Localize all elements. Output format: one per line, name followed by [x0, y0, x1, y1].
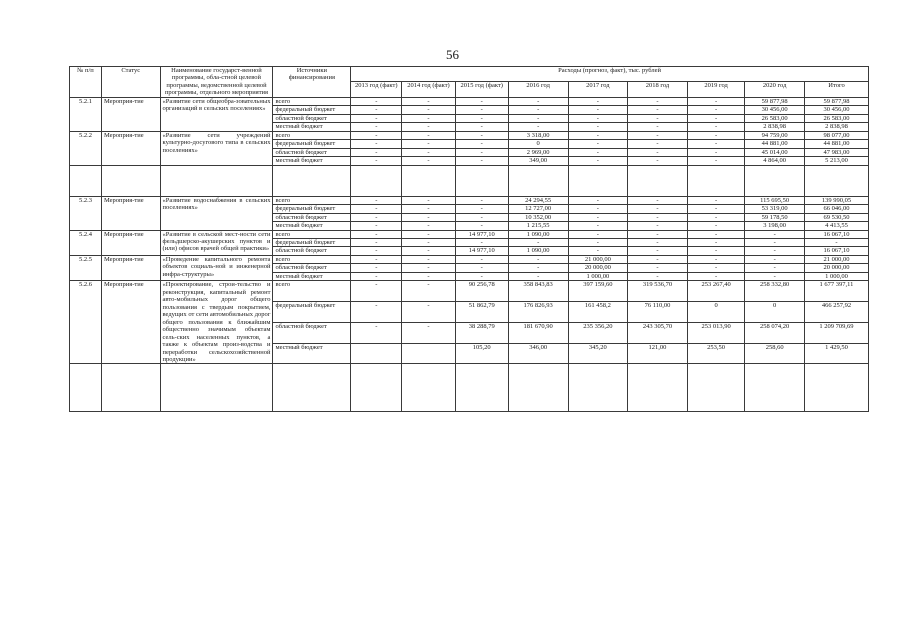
- value-cell: 349,00: [508, 157, 568, 165]
- value-cell: [402, 343, 455, 364]
- value-cell: 90 256,78: [455, 281, 508, 302]
- value-cell: -: [628, 97, 688, 105]
- tail-cell: [351, 364, 402, 412]
- value-cell: 258,60: [745, 343, 805, 364]
- value-cell: 44 881,00: [745, 140, 805, 148]
- spacer-cell: [628, 165, 688, 196]
- value-cell: 0: [687, 302, 745, 323]
- value-cell: -: [351, 281, 402, 302]
- value-cell: 1 209 709,69: [804, 322, 868, 343]
- value-cell: 1 000,00: [568, 272, 628, 280]
- source-label: местный бюджет: [273, 222, 351, 230]
- value-cell: -: [402, 196, 455, 204]
- value-cell: [351, 343, 402, 364]
- value-cell: 76 110,00: [628, 302, 688, 323]
- spacer-row: [70, 165, 869, 196]
- source-label: областной бюджет: [273, 247, 351, 255]
- value-cell: -: [351, 255, 402, 263]
- value-cell: -: [402, 205, 455, 213]
- value-cell: -: [687, 238, 745, 246]
- value-cell: -: [508, 255, 568, 263]
- value-cell: 94 759,00: [745, 131, 805, 139]
- source-label: федеральный бюджет: [273, 302, 351, 323]
- value-cell: 16 067,10: [804, 230, 868, 238]
- value-cell: 53 319,00: [745, 205, 805, 213]
- source-label: всего: [273, 230, 351, 238]
- value-cell: -: [351, 114, 402, 122]
- spacer-cell: [568, 165, 628, 196]
- header-expenses: Расходы (прогноз, факт), тыс. рублей: [351, 67, 869, 82]
- value-cell: 26 583,00: [745, 114, 805, 122]
- source-label: федеральный бюджет: [273, 238, 351, 246]
- value-cell: 10 352,00: [508, 213, 568, 221]
- value-cell: -: [687, 123, 745, 131]
- value-cell: -: [508, 123, 568, 131]
- value-cell: 319 536,70: [628, 281, 688, 302]
- tail-cell: [628, 364, 688, 412]
- source-label: местный бюджет: [273, 157, 351, 165]
- value-cell: -: [687, 106, 745, 114]
- value-cell: 47 983,00: [804, 148, 868, 156]
- value-cell: -: [508, 264, 568, 272]
- year-header-5: 2018 год: [628, 82, 688, 97]
- value-cell: -: [568, 247, 628, 255]
- source-label: областной бюджет: [273, 114, 351, 122]
- value-cell: 1 215,55: [508, 222, 568, 230]
- value-cell: -: [687, 272, 745, 280]
- value-cell: -: [628, 106, 688, 114]
- value-cell: 14 977,10: [455, 247, 508, 255]
- value-cell: -: [455, 213, 508, 221]
- value-cell: -: [745, 272, 805, 280]
- value-cell: -: [455, 123, 508, 131]
- value-cell: -: [508, 238, 568, 246]
- row-number: 5.2.5: [70, 255, 102, 280]
- value-cell: -: [351, 247, 402, 255]
- value-cell: -: [687, 157, 745, 165]
- value-cell: 14 977,10: [455, 230, 508, 238]
- year-header-4: 2017 год: [568, 82, 628, 97]
- value-cell: -: [568, 230, 628, 238]
- value-cell: -: [628, 222, 688, 230]
- row-status: Мероприя-тие: [101, 97, 160, 131]
- value-cell: -: [402, 213, 455, 221]
- value-cell: -: [687, 230, 745, 238]
- value-cell: -: [402, 140, 455, 148]
- source-label: местный бюджет: [273, 123, 351, 131]
- value-cell: -: [351, 222, 402, 230]
- source-label: всего: [273, 196, 351, 204]
- tail-cell: [273, 364, 351, 412]
- value-cell: -: [687, 131, 745, 139]
- year-header-2: 2015 год (факт): [455, 82, 508, 97]
- value-cell: -: [568, 205, 628, 213]
- value-cell: -: [745, 255, 805, 263]
- spacer-cell: [101, 165, 160, 196]
- value-cell: -: [745, 230, 805, 238]
- row-name: «Развитие водоснабжения в сельских поселениях»: [160, 196, 273, 230]
- source-label: областной бюджет: [273, 213, 351, 221]
- value-cell: -: [568, 123, 628, 131]
- value-cell: -: [455, 264, 508, 272]
- value-cell: -: [351, 106, 402, 114]
- value-cell: -: [402, 281, 455, 302]
- value-cell: -: [508, 97, 568, 105]
- value-cell: -: [628, 230, 688, 238]
- value-cell: 4 413,55: [804, 222, 868, 230]
- table-row: [70, 281, 869, 302]
- value-cell: 243 305,70: [628, 322, 688, 343]
- value-cell: -: [455, 97, 508, 105]
- tail-cell: [160, 364, 273, 412]
- value-cell: -: [508, 106, 568, 114]
- value-cell: 4 864,00: [745, 157, 805, 165]
- tail-cell: [568, 364, 628, 412]
- value-cell: -: [455, 114, 508, 122]
- row-name: «Развитие сети учреждений культурно-досугового типа в сельских поселениях»: [160, 131, 273, 165]
- value-cell: 2 838,98: [804, 123, 868, 131]
- value-cell: 258 332,80: [745, 281, 805, 302]
- value-cell: -: [568, 238, 628, 246]
- value-cell: 24 294,55: [508, 196, 568, 204]
- value-cell: 258 074,20: [745, 322, 805, 343]
- tail-row: [70, 364, 869, 412]
- value-cell: -: [455, 255, 508, 263]
- value-cell: -: [351, 205, 402, 213]
- spacer-cell: [70, 165, 102, 196]
- tail-cell: [70, 364, 102, 412]
- value-cell: -: [351, 131, 402, 139]
- value-cell: -: [455, 148, 508, 156]
- spacer-cell: [402, 165, 455, 196]
- value-cell: 51 862,79: [455, 302, 508, 323]
- value-cell: -: [687, 255, 745, 263]
- value-cell: -: [402, 114, 455, 122]
- value-cell: -: [568, 140, 628, 148]
- value-cell: 1 429,50: [804, 343, 868, 364]
- value-cell: -: [402, 322, 455, 343]
- value-cell: 16 067,10: [804, 247, 868, 255]
- value-cell: -: [402, 264, 455, 272]
- value-cell: -: [628, 238, 688, 246]
- header-name: Наименование государст-венной программы, обла-стной целевой программы, ведомственной целевой программы, отдельного мероприятия: [160, 67, 273, 98]
- value-cell: 69 530,50: [804, 213, 868, 221]
- value-cell: -: [628, 213, 688, 221]
- value-cell: 235 356,20: [568, 322, 628, 343]
- source-label: всего: [273, 131, 351, 139]
- value-cell: -: [687, 148, 745, 156]
- spacer-cell: [351, 165, 402, 196]
- value-cell: -: [628, 247, 688, 255]
- row-name: «Развитие сети общеобра-зовательных организаций в сельских поселениях»: [160, 97, 273, 131]
- value-cell: -: [568, 97, 628, 105]
- page-number: 56: [446, 47, 459, 62]
- row-name: «Проведение капитального ремонта объектов социаль-ной и инженерной инфра-структуры»: [160, 255, 273, 280]
- value-cell: 45 014,00: [745, 148, 805, 156]
- value-cell: 139 990,05: [804, 196, 868, 204]
- value-cell: 0: [745, 302, 805, 323]
- value-cell: -: [628, 272, 688, 280]
- value-cell: -: [508, 272, 568, 280]
- tail-cell: [687, 364, 745, 412]
- value-cell: -: [687, 264, 745, 272]
- value-cell: -: [351, 148, 402, 156]
- value-cell: -: [804, 238, 868, 246]
- value-cell: 397 159,60: [568, 281, 628, 302]
- spacer-cell: [455, 165, 508, 196]
- value-cell: -: [628, 157, 688, 165]
- value-cell: 115 695,50: [745, 196, 805, 204]
- value-cell: 5 213,00: [804, 157, 868, 165]
- value-cell: -: [687, 114, 745, 122]
- source-label: всего: [273, 255, 351, 263]
- value-cell: -: [568, 213, 628, 221]
- value-cell: 161 458,2: [568, 302, 628, 323]
- value-cell: -: [351, 322, 402, 343]
- value-cell: -: [402, 302, 455, 323]
- spacer-cell: [508, 165, 568, 196]
- value-cell: 59 178,50: [745, 213, 805, 221]
- value-cell: -: [745, 264, 805, 272]
- value-cell: -: [687, 213, 745, 221]
- value-cell: 2 969,00: [508, 148, 568, 156]
- year-header-1: 2014 год (факт): [402, 82, 455, 97]
- value-cell: 20 000,00: [568, 264, 628, 272]
- value-cell: -: [402, 97, 455, 105]
- row-number: 5.2.3: [70, 196, 102, 230]
- source-label: федеральный бюджет: [273, 140, 351, 148]
- value-cell: 1 090,00: [508, 230, 568, 238]
- row-number: 5.2.4: [70, 230, 102, 255]
- value-cell: -: [351, 196, 402, 204]
- value-cell: -: [687, 140, 745, 148]
- value-cell: -: [402, 123, 455, 131]
- tail-cell: [455, 364, 508, 412]
- value-cell: -: [687, 196, 745, 204]
- value-cell: 59 877,98: [745, 97, 805, 105]
- value-cell: -: [455, 272, 508, 280]
- value-cell: 253 267,40: [687, 281, 745, 302]
- value-cell: 3 198,00: [745, 222, 805, 230]
- tail-cell: [804, 364, 868, 412]
- year-header-0: 2013 год (факт): [351, 82, 402, 97]
- year-header-8: Итого: [804, 82, 868, 97]
- value-cell: -: [628, 255, 688, 263]
- value-cell: -: [351, 140, 402, 148]
- row-status: Мероприя-тие: [101, 230, 160, 255]
- value-cell: -: [687, 97, 745, 105]
- value-cell: 253 013,90: [687, 322, 745, 343]
- value-cell: 121,00: [628, 343, 688, 364]
- row-status: Мероприя-тие: [101, 281, 160, 364]
- row-name: «Проектирование, строи-тельство и реконструкция, капитальный ремонт авто-мобильных дорог общего пользования с твердым покрытием, ведущих от сети автомобильных дорог общего пользования к ближайшим общественно значимым объектам сель-ских населенных пунктов, а также к объектам произ-водства и переработки сельскохозяйственной продукции»: [160, 281, 273, 364]
- value-cell: -: [402, 255, 455, 263]
- value-cell: -: [687, 247, 745, 255]
- value-cell: -: [402, 148, 455, 156]
- value-cell: -: [628, 114, 688, 122]
- tail-cell: [101, 364, 160, 412]
- value-cell: 98 077,00: [804, 131, 868, 139]
- value-cell: -: [628, 205, 688, 213]
- row-status: Мероприя-тие: [101, 196, 160, 230]
- header-row: [70, 67, 869, 82]
- value-cell: -: [402, 238, 455, 246]
- value-cell: 253,50: [687, 343, 745, 364]
- header-no: № п/п: [70, 67, 102, 98]
- table-row: [70, 97, 869, 105]
- value-cell: 38 288,79: [455, 322, 508, 343]
- value-cell: -: [568, 157, 628, 165]
- value-cell: -: [402, 131, 455, 139]
- spacer-cell: [745, 165, 805, 196]
- value-cell: -: [628, 148, 688, 156]
- value-cell: -: [455, 157, 508, 165]
- table-body: [70, 97, 869, 412]
- value-cell: -: [402, 106, 455, 114]
- value-cell: 30 456,00: [745, 106, 805, 114]
- value-cell: 26 583,00: [804, 114, 868, 122]
- value-cell: -: [351, 238, 402, 246]
- row-status: Мероприя-тие: [101, 131, 160, 165]
- tail-cell: [745, 364, 805, 412]
- value-cell: 1 000,00: [804, 272, 868, 280]
- value-cell: -: [402, 247, 455, 255]
- value-cell: 66 046,00: [804, 205, 868, 213]
- table-row: [70, 196, 869, 204]
- value-cell: -: [455, 140, 508, 148]
- value-cell: -: [568, 148, 628, 156]
- value-cell: -: [628, 140, 688, 148]
- value-cell: -: [351, 272, 402, 280]
- value-cell: -: [351, 157, 402, 165]
- value-cell: -: [351, 123, 402, 131]
- row-number: 5.2.6: [70, 281, 102, 364]
- value-cell: -: [568, 106, 628, 114]
- value-cell: 181 670,90: [508, 322, 568, 343]
- value-cell: -: [568, 131, 628, 139]
- value-cell: 21 000,00: [804, 255, 868, 263]
- year-header-7: 2020 год: [745, 82, 805, 97]
- value-cell: -: [568, 222, 628, 230]
- row-name: «Развитие в сельской мест-ности сети фельдшерско-акушерских пунктов и (или) офисов врачей общей практики»: [160, 230, 273, 255]
- value-cell: 59 877,98: [804, 97, 868, 105]
- value-cell: -: [745, 247, 805, 255]
- value-cell: 466 257,92: [804, 302, 868, 323]
- value-cell: -: [455, 205, 508, 213]
- value-cell: -: [455, 222, 508, 230]
- value-cell: -: [628, 123, 688, 131]
- row-status: Мероприя-тие: [101, 255, 160, 280]
- tail-cell: [402, 364, 455, 412]
- header-sources: Источники финансирования: [273, 67, 351, 98]
- source-label: областной бюджет: [273, 148, 351, 156]
- value-cell: 44 881,00: [804, 140, 868, 148]
- value-cell: -: [508, 114, 568, 122]
- value-cell: 30 456,00: [804, 106, 868, 114]
- source-label: федеральный бюджет: [273, 106, 351, 114]
- value-cell: 346,00: [508, 343, 568, 364]
- value-cell: -: [628, 264, 688, 272]
- value-cell: 12 727,00: [508, 205, 568, 213]
- row-number: 5.2.1: [70, 97, 102, 131]
- value-cell: -: [687, 222, 745, 230]
- value-cell: 21 000,00: [568, 255, 628, 263]
- spacer-cell: [804, 165, 868, 196]
- value-cell: -: [455, 238, 508, 246]
- source-label: всего: [273, 281, 351, 302]
- value-cell: -: [568, 196, 628, 204]
- value-cell: -: [351, 213, 402, 221]
- spacer-cell: [273, 165, 351, 196]
- value-cell: -: [628, 131, 688, 139]
- value-cell: -: [402, 222, 455, 230]
- value-cell: -: [351, 230, 402, 238]
- value-cell: -: [568, 114, 628, 122]
- row-number: 5.2.2: [70, 131, 102, 165]
- source-label: федеральный бюджет: [273, 205, 351, 213]
- value-cell: 176 826,93: [508, 302, 568, 323]
- value-cell: -: [455, 106, 508, 114]
- value-cell: 20 000,00: [804, 264, 868, 272]
- source-label: местный бюджет: [273, 343, 351, 364]
- expenses-table: [69, 66, 869, 412]
- value-cell: 358 843,83: [508, 281, 568, 302]
- year-header-3: 2016 год: [508, 82, 568, 97]
- header-status: Статус: [101, 67, 160, 98]
- source-label: областной бюджет: [273, 322, 351, 343]
- value-cell: -: [455, 196, 508, 204]
- source-label: всего: [273, 97, 351, 105]
- value-cell: 1 677 397,11: [804, 281, 868, 302]
- value-cell: -: [402, 230, 455, 238]
- value-cell: -: [687, 205, 745, 213]
- table-row: [70, 255, 869, 263]
- value-cell: 105,20: [455, 343, 508, 364]
- spacer-cell: [160, 165, 273, 196]
- value-cell: -: [628, 196, 688, 204]
- value-cell: -: [745, 238, 805, 246]
- value-cell: -: [402, 272, 455, 280]
- value-cell: 1 090,00: [508, 247, 568, 255]
- value-cell: -: [402, 157, 455, 165]
- value-cell: -: [455, 131, 508, 139]
- value-cell: 0: [508, 140, 568, 148]
- source-label: областной бюджет: [273, 264, 351, 272]
- value-cell: 3 318,00: [508, 131, 568, 139]
- table-row: [70, 131, 869, 139]
- table-row: [70, 230, 869, 238]
- value-cell: 345,20: [568, 343, 628, 364]
- value-cell: -: [351, 97, 402, 105]
- value-cell: -: [351, 302, 402, 323]
- year-header-6: 2019 год: [687, 82, 745, 97]
- value-cell: 2 838,98: [745, 123, 805, 131]
- spacer-cell: [687, 165, 745, 196]
- source-label: местный бюджет: [273, 272, 351, 280]
- value-cell: -: [351, 264, 402, 272]
- tail-cell: [508, 364, 568, 412]
